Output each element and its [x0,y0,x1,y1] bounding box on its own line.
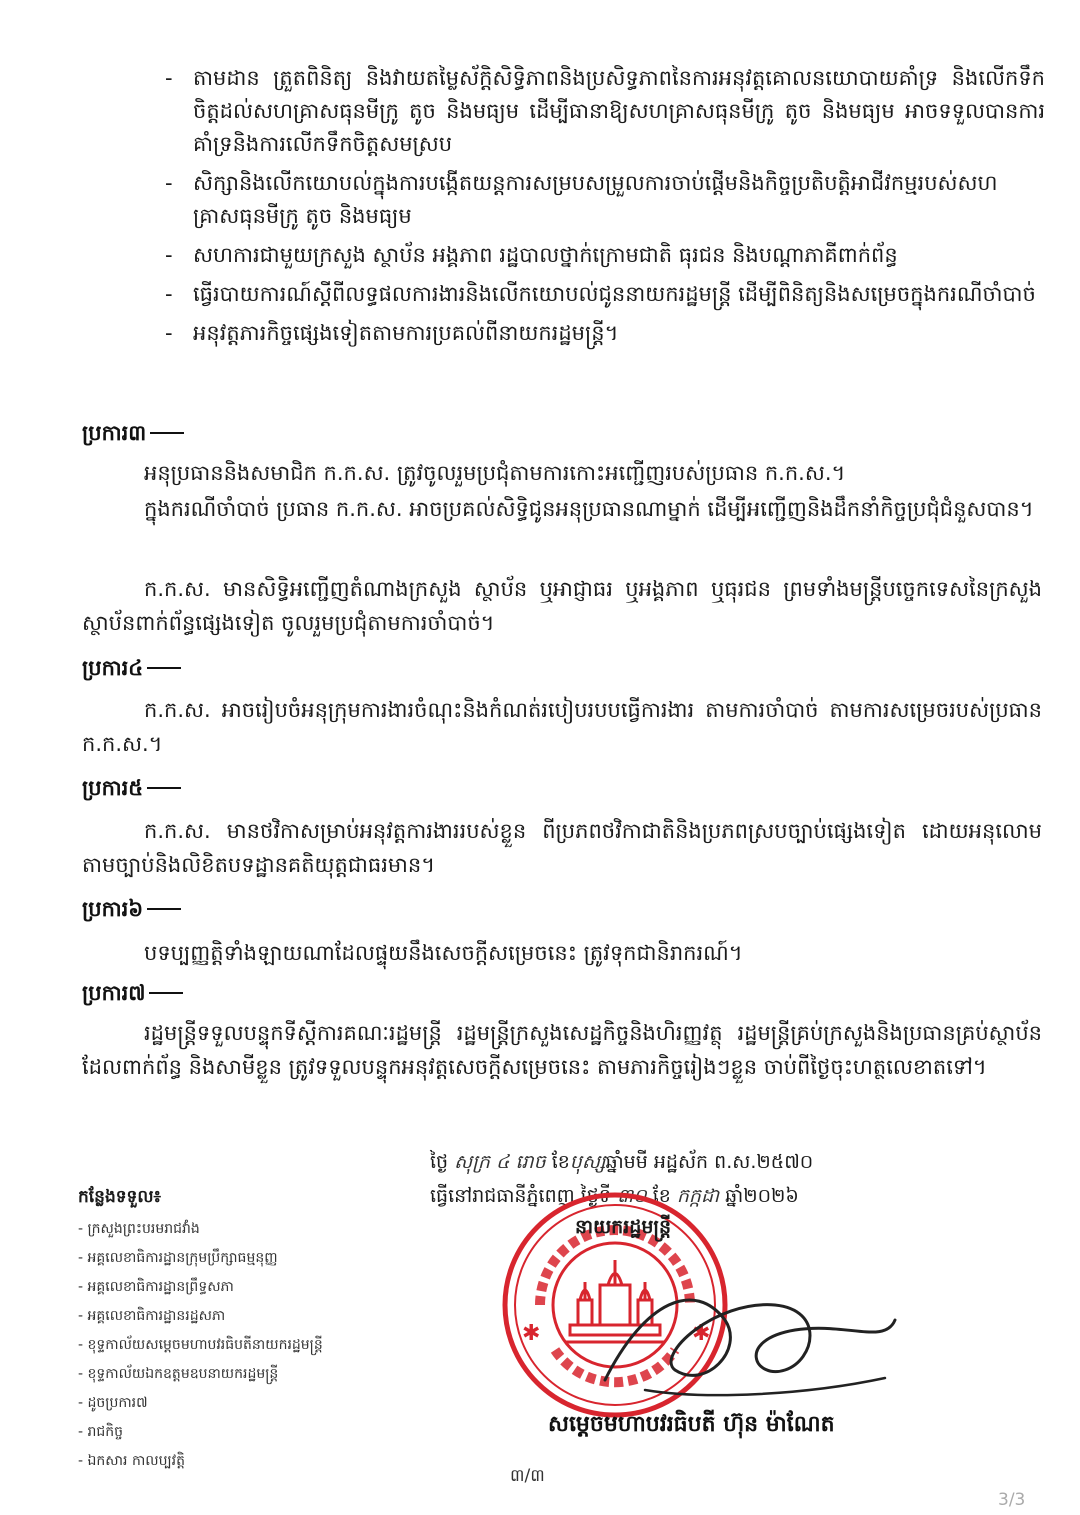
list-item: - ខុទ្ទកាល័យសម្តេចមហាបវរធិបតីនាយករដ្ឋមន្ត្រី [78,1337,323,1353]
list-item-text: សហការជាមួយក្រសួង ស្ថាប័ន អង្គភាព រដ្ឋបាលថ្នាក់ក្រោមជាតិ ធុរជន និងបណ្តាភាគីពាក់ព័ន្ធ [193,243,898,267]
article-5-paragraph: ក.ក.ស. មានថវិកាសម្រាប់អនុវត្តការងាររបស់ខ្លួន ពីប្រភពថវិកាជាតិនិងប្រភពស្របច្បាប់ផ្សេងទៀត ដោយអនុលោមតាមច្បាប់និងលិខិតបទដ្ឋានគតិយុត្តជាធរមាន។ [82,819,1042,877]
list-item: - អគ្គលេខាធិការដ្ឋានក្រុមប្រឹក្សាធម្មនុញ្ញ [78,1250,278,1266]
page-corner-number: 3/3 [998,1490,1026,1510]
month-handwritten: កក្កដា [676,1185,720,1207]
article-3-paragraph-3: ក.ក.ស. មានសិទ្ធិអញ្ជើញតំណាងក្រសួង ស្ថាប័ន ឬអាជ្ញាធរ ឬអង្គភាព ឬធុរជន ព្រមទាំងមន្ត្រីបច្ចេកទេសនៃក្រសួង ស្ថាប័នពាក់ព័ន្ធផ្សេងទៀត ចូលរួមប្រជុំតាមការចាំបាច់។ [82,577,1042,635]
list-item: - សិក្សានិងលើកយោបល់ក្នុងការបង្កើតយន្តការសម្របសម្រួលការចាប់ផ្តើមនិងកិច្ចប្រតិបត្តិអាជីវកម្មរបស់សហគ្រាសធុនមីក្រូ តូច និងមធ្យម [165,171,998,228]
signer-name: សម្តេចមហាបវរធិបតី ហ៊ុន ម៉ាណែត [548,1412,835,1437]
list-item-text: អនុវត្តភារកិច្ចផ្សេងទៀតតាមការប្រគល់ពីនាយករដ្ឋមន្ត្រី។ [193,321,619,345]
article-3-heading: ប្រការ៣ [82,420,184,451]
recipients-title: កន្លែងទទួល៖ [78,1187,162,1207]
signature-icon [585,1260,915,1420]
svg-text:✱: ✱ [692,1321,711,1346]
list-item: - ខុទ្ទកាល័យឯកឧត្តមឧបនាយករដ្ឋមន្ត្រី [78,1366,279,1382]
lunar-day-handwritten: សុក្រ ៤ រោច [454,1151,546,1173]
list-item: - រាជកិច្ច [78,1424,124,1440]
svg-text:✱: ✱ [522,1321,541,1346]
article-7-paragraph: រដ្ឋមន្ត្រីទទួលបន្ទុកទីស្តីការគណៈរដ្ឋមន្ត្រី រដ្ឋមន្ត្រីក្រសួងសេដ្ឋកិច្ចនិងហិរញ្ញវត្ថុ រដ្ឋមន្ត្រីគ្រប់ក្រសួងនិងប្រធានគ្រប់ស្ថាប័នដែលពាក់ព័ន្ធ និងសាមីខ្លួន ត្រូវទទួលបន្ទុកអនុវត្តសេចក្តីសម្រេចនេះ តាមភារកិច្ចរៀងៗខ្លួន ចាប់ពីថ្ងៃចុះហត្ថលេខាតទៅ។ [82,1021,1042,1079]
list-item: - អគ្គលេខាធិការដ្ឋានព្រឹទ្ធសភា [78,1279,234,1295]
list-item-text: ធ្វើរបាយការណ៍ស្តីពីលទ្ធផលការងារនិងលើកយោបល់ជូននាយករដ្ឋមន្ត្រី ដើម្បីពិនិត្យនិងសម្រេចក្នុងករណីចាំបាច់ [193,282,1036,306]
list-item: - ក្រសួងព្រះបរមរាជវាំង [78,1221,200,1237]
list-item: - ធ្វើរបាយការណ៍ស្តីពីលទ្ធផលការងារនិងលើកយោបល់ជូននាយករដ្ឋមន្ត្រី ដើម្បីពិនិត្យនិងសម្រេចក្នុងករណីចាំបាច់ [165,282,1036,306]
responsibilities-list [165,62,1045,356]
article-6-paragraph: បទប្បញ្ញត្តិទាំងឡាយណាដែលផ្ទុយនឹងសេចក្តីសម្រេចនេះ ត្រូវទុកជានិរាករណ៍។ [144,941,743,965]
article-4-paragraph: ក.ក.ស. អាចរៀបចំអនុក្រុមការងារចំណុះនិងកំណត់របៀបរបបធ្វើការងារ តាមការចាំបាច់ តាមការសម្រេចរបស់ប្រធាន ក.ក.ស.។ [82,698,1042,756]
list-item: - អនុវត្តភារកិច្ចផ្សេងទៀតតាមការប្រគល់ពីនាយករដ្ឋមន្ត្រី។ [165,321,619,345]
article-4-heading: ប្រការ៤ [82,655,181,686]
day-handwritten: ៣០ [616,1185,647,1207]
list-item-text: តាមដាន ត្រួតពិនិត្យ និងវាយតម្លៃស័ក្តិសិទ្ធិភាពនិងប្រសិទ្ធភាពនៃការអនុវត្តគោលនយោបាយគាំទ្រ និងលើកទឹកចិត្តដល់សហគ្រាសធុនមីក្រូ តូច និងមធ្យម ដើម្បីធានាឱ្យសហគ្រាសធុនមីក្រូ តូច និងមធ្យម អាចទទួលបានការគាំទ្រនិងការលើកទឹកចិត្តសមស្រប [193,66,1045,156]
list-item: - តាមដាន ត្រួតពិនិត្យ និងវាយតម្លៃស័ក្តិសិទ្ធិភាពនិងប្រសិទ្ធភាពនៃការអនុវត្តគោលនយោបាយគាំទ្រ និងលើកទឹកចិត្តដល់សហគ្រាសធុនមីក្រូ តូច និងមធ្យម ដើម្បីធានាឱ្យសហគ្រាសធុនមីក្រូ តូច និងមធ្យម អាចទទួលបានការគាំទ្រនិងការលើកទឹកចិត្តសមស្រប [165,66,1045,156]
lunar-date-line: ថ្ងៃ សុក្រ ៤ រោច ខែបុស្សឆ្នាំមមី អដ្ឋស័ក ព.ស.២៥៧០ [430,1151,814,1173]
article-6-heading: ប្រការ៦ [82,896,181,927]
list-item-text: សិក្សានិងលើកយោបល់ក្នុងការបង្កើតយន្តការសម្របសម្រួលការចាប់ផ្តើមនិងកិច្ចប្រតិបត្តិអាជីវកម្មរបស់សហគ្រាសធុនមីក្រូ តូច និងមធ្យម [193,171,998,228]
article-7-heading: ប្រការ៧ [82,980,183,1011]
signer-title: នាយករដ្ឋមន្ត្រី [575,1216,672,1238]
solar-date-line: ធ្វើនៅរាជធានីភ្នំពេញ ថ្ងៃទី ៣០ ខែ កក្កដា ឆ្នាំ២០២៦ [430,1185,799,1207]
recipients-list [78,1186,378,1476]
list-item: - ឯកសារ កាលប្បវត្តិ [78,1453,185,1469]
list-item: - សហការជាមួយក្រសួង ស្ថាប័ន អង្គភាព រដ្ឋបាលថ្នាក់ក្រោមជាតិ ធុរជន និងបណ្តាភាគីពាក់ព័ន្ធ [165,243,898,267]
article-3-paragraph-2: ក្នុងករណីចាំបាច់ ប្រធាន ក.ក.ស. អាចប្រគល់សិទ្ធិជូនអនុប្រធានណាម្នាក់ ដើម្បីអញ្ជើញនិងដឹកនាំកិច្ចប្រជុំជំនួសបាន។ [144,497,1034,521]
page-number: ៣/៣ [510,1466,545,1486]
article-5-heading: ប្រការ៥ [82,775,181,806]
lunar-month-handwritten: បុស្ស [569,1151,606,1173]
list-item: - ដូចប្រការ៧ [78,1395,148,1411]
list-item: - អគ្គលេខាធិការដ្ឋានរដ្ឋសភា [78,1308,226,1324]
article-3-paragraph-1: អនុប្រធាននិងសមាជិក ក.ក.ស. ត្រូវចូលរួមប្រជុំតាមការកោះអញ្ជើញរបស់ប្រធាន ក.ក.ស.។ [144,461,846,485]
